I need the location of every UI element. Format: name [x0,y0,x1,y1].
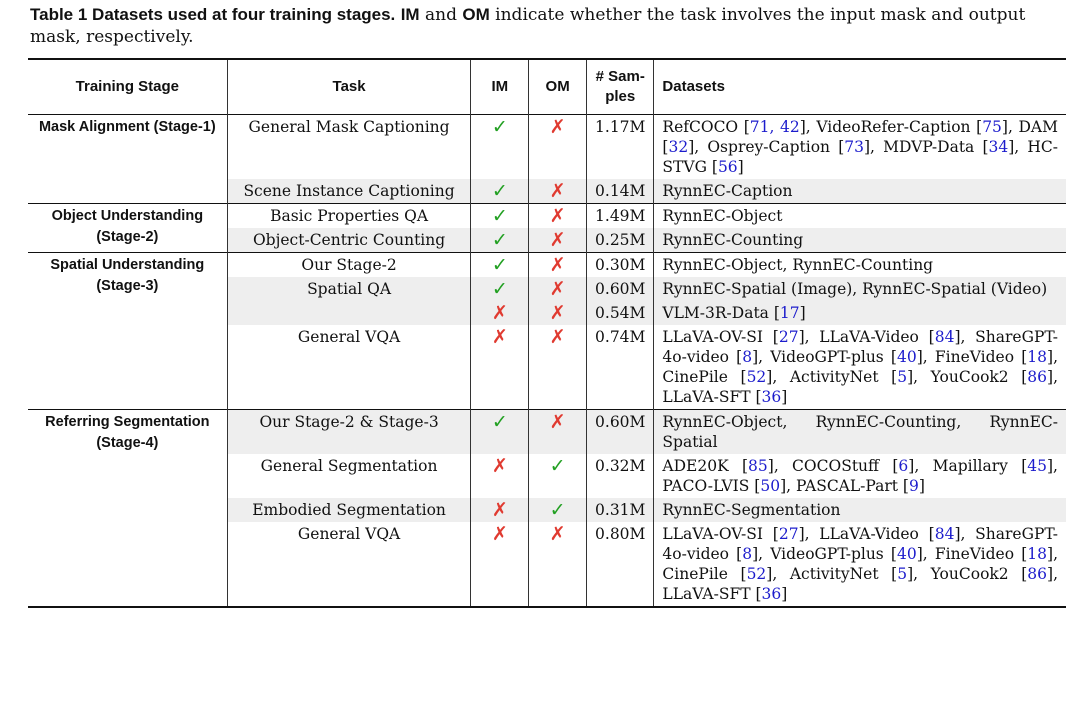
stage-cell: Spatial Understanding (Stage-3) [28,253,227,410]
datasets-cell: VLM-3R-Data [17] [654,301,1066,325]
table-header-row [28,59,1066,115]
om-mark-cell [529,454,587,498]
samples-cell: 0.80M [587,522,654,607]
table-row [28,253,1066,278]
im-mark-cell [471,454,529,498]
stage-cell: Object Understanding (Stage-2) [28,204,227,253]
om-mark-cell [529,498,587,522]
im-mark-cell [471,204,529,229]
om-mark-cell [529,204,587,229]
datasets-cell: RynnEC-Object, RynnEC-Counting [662,256,934,274]
caption-im: IM [400,5,420,24]
cross-icon: ✗ [549,302,566,324]
cross-icon: ✗ [549,180,566,202]
samples-cell: 0.54M [587,301,654,325]
caption-label: Table 1 Datasets used at four training stages. [30,5,396,24]
datasets-cell: RynnEC-Segmentation [654,498,1066,522]
header-stage: Training Stage [28,59,227,115]
check-icon: ✓ [491,180,508,202]
table-row [28,204,1066,229]
caption-and: and [425,5,457,25]
datasets-cell: RynnEC-Object [662,207,783,225]
samples-cell: 0.74M [587,325,654,410]
stage-cell: Mask Alignment (Stage-1) [28,115,227,204]
check-icon: ✓ [491,254,508,276]
check-icon: ✓ [491,411,508,433]
table-caption [30,4,1060,48]
cross-icon: ✗ [491,302,508,324]
task-cell: General VQA [227,325,471,410]
im-mark-cell [471,301,529,325]
task-cell: Scene Instance Captioning [227,179,471,204]
samples-cell: 0.60M [587,410,654,455]
im-mark-cell [471,253,529,278]
datasets-table [28,58,1066,608]
cross-icon: ✗ [549,278,566,300]
check-icon: ✓ [491,116,508,138]
check-icon: ✓ [491,229,508,251]
task-cell [227,301,471,325]
task-cell: Embodied Segmentation [227,498,471,522]
cross-icon: ✗ [491,326,508,348]
task-cell: General Segmentation [227,454,471,498]
task-cell: Object-Centric Counting [227,228,471,253]
caption-text: indicate whether the task involves the input mask and output mask, respectively. [30,5,1026,47]
om-mark-cell [529,115,587,180]
caption-om: OM [462,5,490,24]
samples-cell: 0.30M [587,253,654,278]
header-task: Task [227,59,471,115]
task-cell: Our Stage-2 & Stage-3 [227,410,471,455]
cross-icon: ✗ [491,455,508,477]
task-cell: General VQA [227,522,471,607]
cross-icon: ✗ [549,229,566,251]
cross-icon: ✗ [549,411,566,433]
samples-cell: 0.32M [587,454,654,498]
header-datasets: Datasets [662,78,725,95]
samples-cell: 0.25M [587,228,654,253]
task-cell: Basic Properties QA [227,204,471,229]
om-mark-cell [529,325,587,410]
im-mark-cell [471,228,529,253]
om-mark-cell [529,277,587,301]
header-im: IM [471,59,529,115]
cross-icon: ✗ [491,499,508,521]
table-row [28,115,1066,180]
header-om: OM [529,59,587,115]
check-icon: ✓ [549,499,566,521]
cross-icon: ✗ [549,205,566,227]
datasets-cell: RynnEC-Caption [654,179,1066,204]
samples-cell: 0.14M [587,179,654,204]
task-cell: General Mask Captioning [227,115,471,180]
datasets-cell: LLaVA-OV-SI [27], LLaVA-Video [84], ShareGPT-4o-video [8], VideoGPT-plus [40], FineVideo [18], CinePile [52], ActivityNet [5], YouCook2 [86], LLaVA-SFT [36] [662,328,1059,406]
datasets-cell: RynnEC-Object, RynnEC-Counting, RynnEC-Spatial [654,410,1066,455]
datasets-cell: RefCOCO [71, 42], VideoRefer-Caption [75], DAM [32], Osprey-Caption [73], MDVP-Data [34], HC-STVG [56] [662,118,1058,176]
datasets-cell: RynnEC-Spatial (Image), RynnEC-Spatial (Video) [654,277,1066,301]
samples-cell: 0.60M [587,277,654,301]
check-icon: ✓ [491,278,508,300]
cross-icon: ✗ [549,254,566,276]
om-mark-cell [529,228,587,253]
task-cell: Our Stage-2 [227,253,471,278]
stage-cell: Referring Segmentation (Stage-4) [28,410,227,608]
samples-cell: 0.31M [587,498,654,522]
header-samples: # Sam- ples [587,59,654,115]
datasets-cell: LLaVA-OV-SI [27], LLaVA-Video [84], ShareGPT-4o-video [8], VideoGPT-plus [40], FineVideo [18], CinePile [52], ActivityNet [5], YouCook2 [86], LLaVA-SFT [36] [662,525,1059,603]
check-icon: ✓ [491,205,508,227]
cross-icon: ✗ [549,523,566,545]
im-mark-cell [471,179,529,204]
table-row [28,410,1066,455]
im-mark-cell [471,115,529,180]
samples-cell: 1.49M [587,204,654,229]
om-mark-cell [529,522,587,607]
samples-cell: 1.17M [587,115,654,180]
im-mark-cell [471,498,529,522]
im-mark-cell [471,522,529,607]
cross-icon: ✗ [549,116,566,138]
datasets-cell: RynnEC-Counting [654,228,1066,253]
check-icon: ✓ [549,455,566,477]
im-mark-cell [471,277,529,301]
om-mark-cell [529,301,587,325]
om-mark-cell [529,253,587,278]
im-mark-cell [471,410,529,455]
datasets-cell: ADE20K [85], COCOStuff [6], Mapillary [45], PACO-LVIS [50], PASCAL-Part [9] [662,457,1058,495]
om-mark-cell [529,179,587,204]
cross-icon: ✗ [549,326,566,348]
im-mark-cell [471,325,529,410]
cross-icon: ✗ [491,523,508,545]
table-body [28,115,1066,608]
om-mark-cell [529,410,587,455]
task-cell: Spatial QA [227,277,471,301]
